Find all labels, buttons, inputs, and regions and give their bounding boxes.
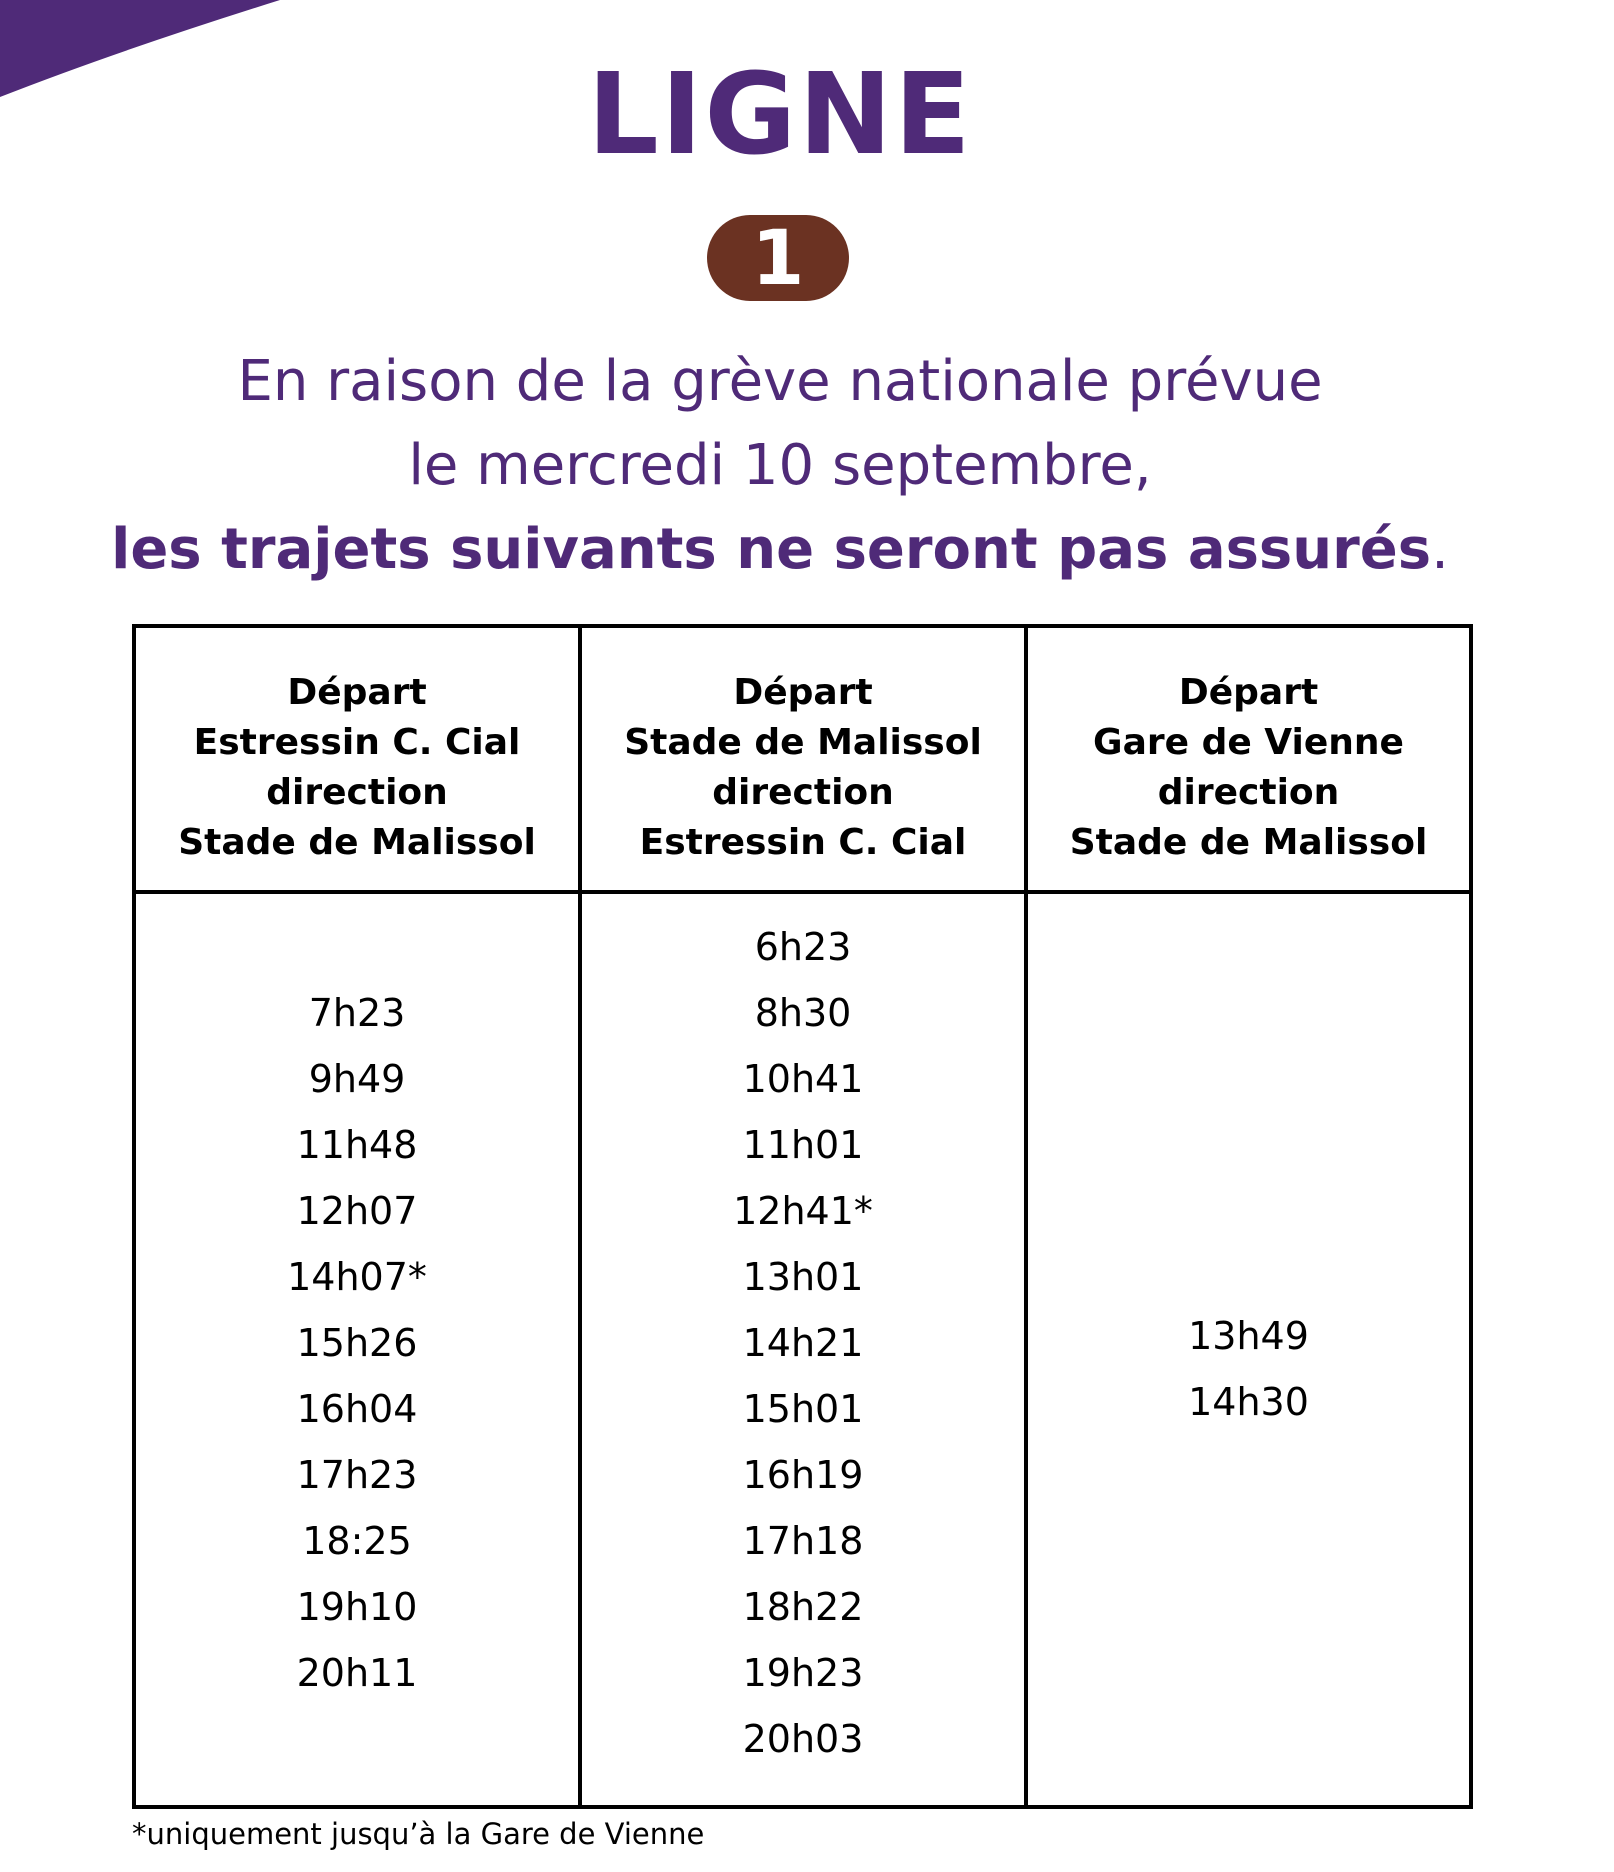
departure-time: 6h23 [754,925,852,969]
header-origin: Gare de Vienne [1093,722,1404,763]
notice-line-3-bold: les trajets suivants ne seront pas assurés [111,517,1432,582]
line-number-badge: 1 [707,215,849,301]
departure-time: 13h49 [1188,1314,1309,1358]
departure-time: 18:25 [302,1519,412,1563]
header-label: direction [712,772,894,813]
header-label: Départ [1178,672,1319,713]
departure-time: 17h18 [742,1519,864,1563]
departure-time: 16h19 [742,1453,864,1497]
departure-time: 9h49 [308,1057,406,1101]
departure-time: 11h01 [742,1123,864,1167]
departure-time: 15h01 [742,1387,864,1431]
departure-time: 16h04 [296,1387,418,1431]
header-destination: Stade de Malissol [178,822,536,863]
departure-time: 19h23 [742,1651,864,1695]
column-header-estressin-to-malissol [136,628,582,894]
departure-time: 7h23 [308,991,406,1035]
departure-time: 14h07* [287,1255,427,1299]
header-label: Départ [287,672,427,713]
departure-time: 19h10 [296,1585,418,1629]
column-header-malissol-to-estressin [582,628,1028,894]
page-title: LIGNE [587,50,973,180]
strike-notice [0,340,1560,592]
header-destination: Estressin C. Cial [639,822,967,863]
notice-line-1: En raison de la grève nationale prévue [237,349,1323,414]
times-gare-to-malissol [1028,894,1469,1805]
header-origin: Estressin C. Cial [193,722,521,763]
departure-time: 10h41 [742,1057,864,1101]
departure-time: 14h30 [1188,1380,1309,1424]
departure-time: 14h21 [742,1321,864,1365]
schedule-table [132,624,1473,1809]
header-destination: Stade de Malissol [1069,822,1428,863]
times-estressin-to-malissol [136,894,582,1805]
departure-time: 13h01 [742,1255,864,1299]
notice-line-2: le mercredi 10 septembre, [408,433,1152,498]
departure-time: 11h48 [296,1123,418,1167]
header-label: Départ [733,672,873,713]
departure-time: 20h03 [742,1717,864,1761]
column-header-gare-to-malissol [1028,628,1469,894]
departure-time: 20h11 [296,1651,418,1695]
header-origin: Stade de Malissol [624,722,982,763]
departure-time: 15h26 [296,1321,418,1365]
departure-time: 12h41* [733,1189,873,1233]
times-malissol-to-estressin [582,894,1028,1805]
departure-time: 12h07 [296,1189,418,1233]
header-label: direction [266,772,448,813]
notice-line-3 [0,508,1560,592]
departure-time: 17h23 [296,1453,418,1497]
footnote: *uniquement jusqu’à la Gare de Vienne [132,1817,705,1851]
header-label: direction [1157,772,1340,813]
departure-time: 8h30 [754,991,852,1035]
notice-line-3-end: . [1431,517,1449,582]
departure-time: 18h22 [742,1585,864,1629]
